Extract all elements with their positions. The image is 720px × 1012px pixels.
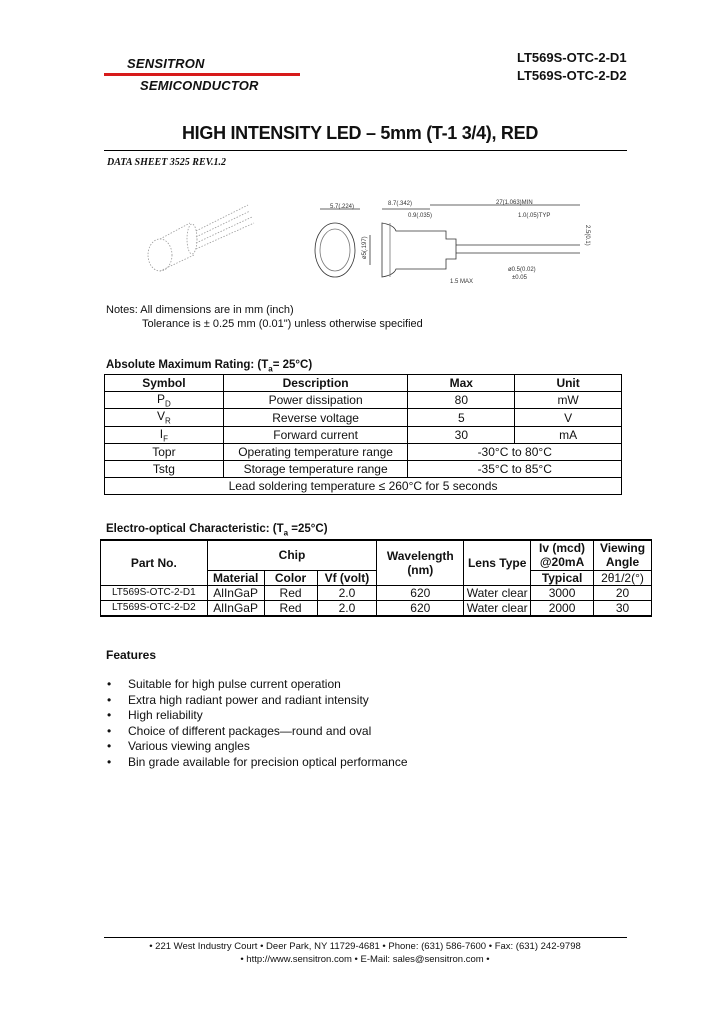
led-illustration — [138, 195, 258, 280]
col-header-angle: 2θ1/2(°) — [594, 570, 652, 585]
company-name-line2: SEMICONDUCTOR — [140, 78, 259, 93]
lead-soldering-note: Lead soldering temperature ≤ 260°C for 5 seconds — [105, 478, 622, 495]
col-header-part-no: Part No. — [101, 540, 208, 585]
table-row: Tstg Storage temperature range -35°C to 85°C — [105, 461, 622, 478]
table-header-row — [105, 375, 622, 392]
dim-label: ±0.05 — [512, 275, 527, 281]
dim-label: ø5(.197) — [362, 236, 368, 259]
footer-divider — [104, 937, 627, 938]
table-row: $P_D$ Power dissipation 80 mW — [105, 392, 622, 409]
dim-label: ø0.5(0.02) — [508, 267, 536, 273]
list-item: • Extra high radiant power and radiant intensity — [107, 692, 369, 707]
list-item: • Bin grade available for precision optical performance — [107, 754, 408, 769]
list-item: • Various viewing angles — [107, 739, 250, 754]
page-title: HIGH INTENSITY LED – 5mm (T-1 3/4), RED — [181, 123, 539, 143]
col-header-unit: Unit — [515, 375, 622, 392]
table-row: Topr Operating temperature range -30°C to 80°C — [105, 444, 622, 461]
features-title: Features — [106, 648, 157, 662]
notes-tolerance: Tolerance is ± 0.25 mm (0.01") unless otherwise specified — [142, 318, 423, 330]
abs-max-table — [104, 374, 622, 495]
col-header-description: Description — [223, 375, 408, 392]
table-row: $I_F$ Forward current 30 mA — [105, 426, 622, 443]
col-header-chip: Chip — [207, 540, 377, 570]
col-header-lens-type: Lens Type — [464, 540, 531, 585]
dim-label: 5.7(.224) — [330, 204, 355, 210]
electro-optical-title: Electro-optical Characteristic: $(T_a =25^\circ C)$ — [106, 523, 328, 538]
footer-address: • 221 West Industry Court • Deer Park, NY 11729-4681 • Phone: (631) 586-7600 • Fax: (631) 242-9798 — [149, 941, 581, 952]
col-header-color: Color — [264, 570, 317, 585]
company-name-line1: SENSITRON — [127, 56, 205, 71]
dim-label: 2.5(0.1) — [584, 225, 590, 246]
table-row: LT569S-OTC-2-D1 AlInGaP Red 2.0 620 Water clear 3000 20 — [101, 585, 652, 600]
table-footer-row — [105, 478, 622, 495]
title-divider — [104, 150, 627, 151]
table-row: LT569S-OTC-2-D2 AlInGaP Red 2.0 620 Water clear 2000 30 — [101, 600, 652, 616]
electro-optical-table — [100, 539, 652, 617]
abs-max-title: Absolute Maximum Rating: $(T_a= 25^\circ C)$ — [106, 359, 313, 374]
part-number-2: LT569S-OTC-2-D2 — [517, 68, 627, 83]
dim-label: 1.0(.05)TYP — [518, 213, 551, 219]
datasheet-revision: DATA SHEET 3525 REV.1.2 — [107, 157, 227, 168]
col-header-typical: Typical — [531, 570, 594, 585]
list-item: • Suitable for high pulse current operation — [107, 677, 341, 691]
notes-dimensions: Notes: All dimensions are in mm (inch) — [106, 304, 294, 316]
col-header-iv: Iv (mcd) @20mA — [531, 540, 594, 570]
features-list — [107, 677, 408, 771]
table-row: $V_R$ Reverse voltage 5 V — [105, 409, 622, 426]
company-logo-rule — [104, 73, 300, 76]
footer-contact: • http://www.sensitron.com • E-Mail: sales@sensitron.com • — [240, 954, 490, 965]
dimension-drawing — [300, 195, 600, 295]
dim-label: 0.9(.035) — [408, 213, 433, 219]
dim-label: 1.5 MAX — [450, 279, 474, 285]
col-header-material: Material — [207, 570, 264, 585]
col-header-vf: Vf (volt) — [317, 570, 377, 585]
part-number-1: LT569S-OTC-2-D1 — [517, 50, 627, 65]
col-header-wavelength: Wavelength (nm) — [377, 540, 464, 585]
list-item: • High reliability — [107, 708, 203, 723]
table-header-row — [101, 540, 652, 570]
dim-label: 27(1.063)MIN — [496, 200, 533, 206]
dim-label: 8.7(.342) — [388, 201, 413, 207]
col-header-symbol: Symbol — [105, 375, 224, 392]
col-header-max: Max — [408, 375, 515, 392]
col-header-viewing: Viewing Angle — [594, 540, 652, 570]
list-item: • Choice of different packages—round and oval — [107, 723, 372, 738]
